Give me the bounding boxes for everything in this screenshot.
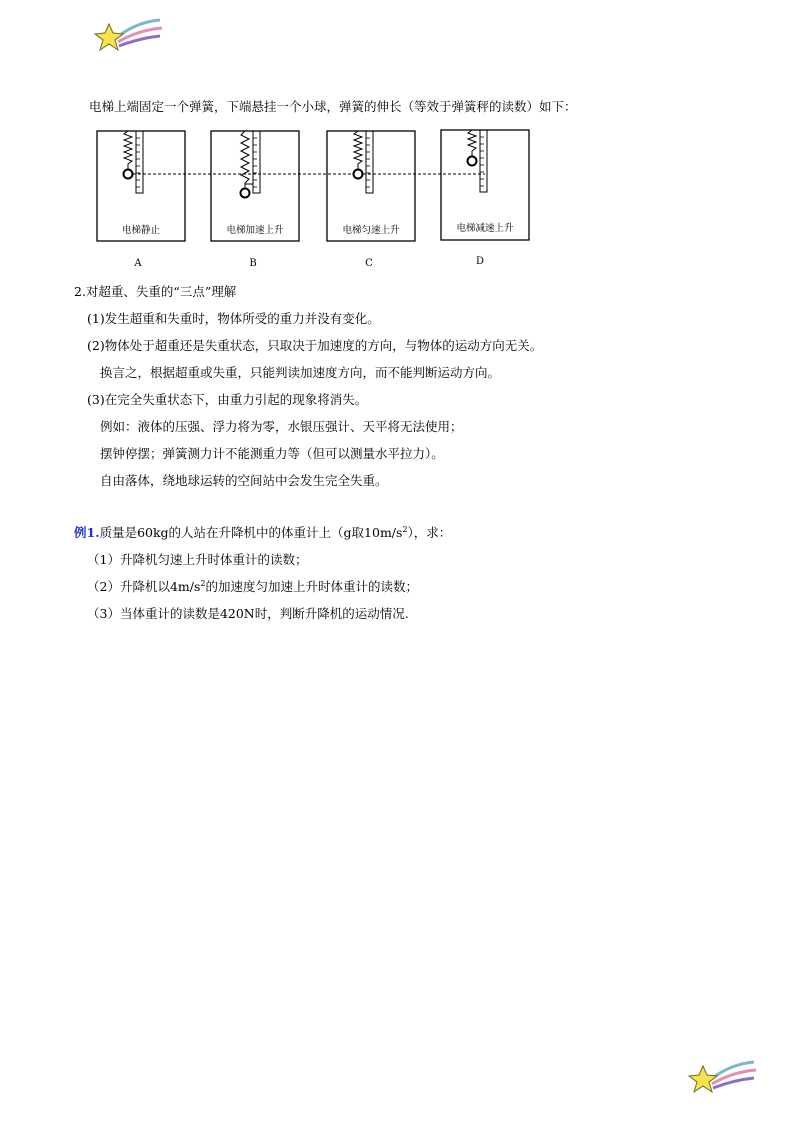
ball: [468, 157, 477, 166]
spring: [241, 131, 249, 188]
panel-caption: 电梯匀速上升: [342, 225, 400, 236]
panel-b: [211, 131, 299, 269]
spring-elevator-figure: [95, 128, 535, 270]
panel-d: [441, 130, 529, 267]
panel-a: [97, 131, 185, 269]
question-3: （3）当体重计的读数是420N时，判断升降机的运动情况.: [87, 606, 409, 621]
intro-text: 电梯上端固定一个弹簧，下端悬挂一个小球，弹簧的伸长（等效于弹簧秤的读数）如下：: [89, 99, 577, 114]
point-2-explanation: 换言之，根据超重或失重，只能判读加速度方向，而不能判断运动方向。: [100, 365, 501, 380]
panel-letter: D: [475, 256, 485, 267]
ruler: [253, 131, 260, 193]
ball: [124, 170, 133, 179]
ruler: [366, 131, 373, 193]
question-2: （2）升降机以$4m/s^2$的加速度匀加速上升时体重计的读数；: [87, 578, 418, 594]
shooting-star-icon: [92, 16, 164, 58]
example-stem: 例1.质量是60kg的人站在升降机中的体重计上（g取$10m/s^2$），求：: [74, 524, 452, 540]
spring: [468, 130, 476, 156]
ball: [354, 170, 363, 179]
ruler: [136, 131, 143, 193]
panel-letter: C: [365, 258, 373, 269]
panel-caption: 电梯静止: [121, 225, 161, 236]
point-3-example-1: 例如：液体的压强、浮力将为零，水银压强计、天平将无法使用；: [100, 419, 463, 434]
point-1: (1)发生超重和失重时，物体所受的重力并没有变化。: [87, 311, 380, 326]
point-3-example-2: 摆钟停摆；弹簧测力计不能测重力等（但可以测量水平拉力）。: [100, 446, 444, 461]
panel-c: [327, 131, 415, 269]
shooting-star-icon: [686, 1058, 758, 1100]
panel-caption: 电梯减速上升: [456, 223, 514, 234]
spring: [354, 131, 362, 169]
point-2: (2)物体处于超重还是失重状态，只取决于加速度的方向，与物体的运动方向无关。: [87, 338, 543, 353]
ruler: [480, 130, 487, 192]
spring: [124, 131, 132, 169]
example-label: 例1.: [74, 525, 100, 540]
panel-caption: 电梯加速上升: [226, 225, 284, 236]
point-3-example-3: 自由落体，绕地球运转的空间站中会发生完全失重。: [100, 473, 388, 488]
panel-letter: B: [249, 258, 257, 269]
section-heading: 2.对超重、失重的“三点”理解: [74, 284, 237, 299]
ball: [241, 189, 250, 198]
panel-letter: A: [134, 258, 142, 269]
question-1: （1）升降机匀速上升时体重计的读数；: [87, 552, 308, 567]
point-3: (3)在完全失重状态下，由重力引起的现象将消失。: [87, 392, 368, 407]
